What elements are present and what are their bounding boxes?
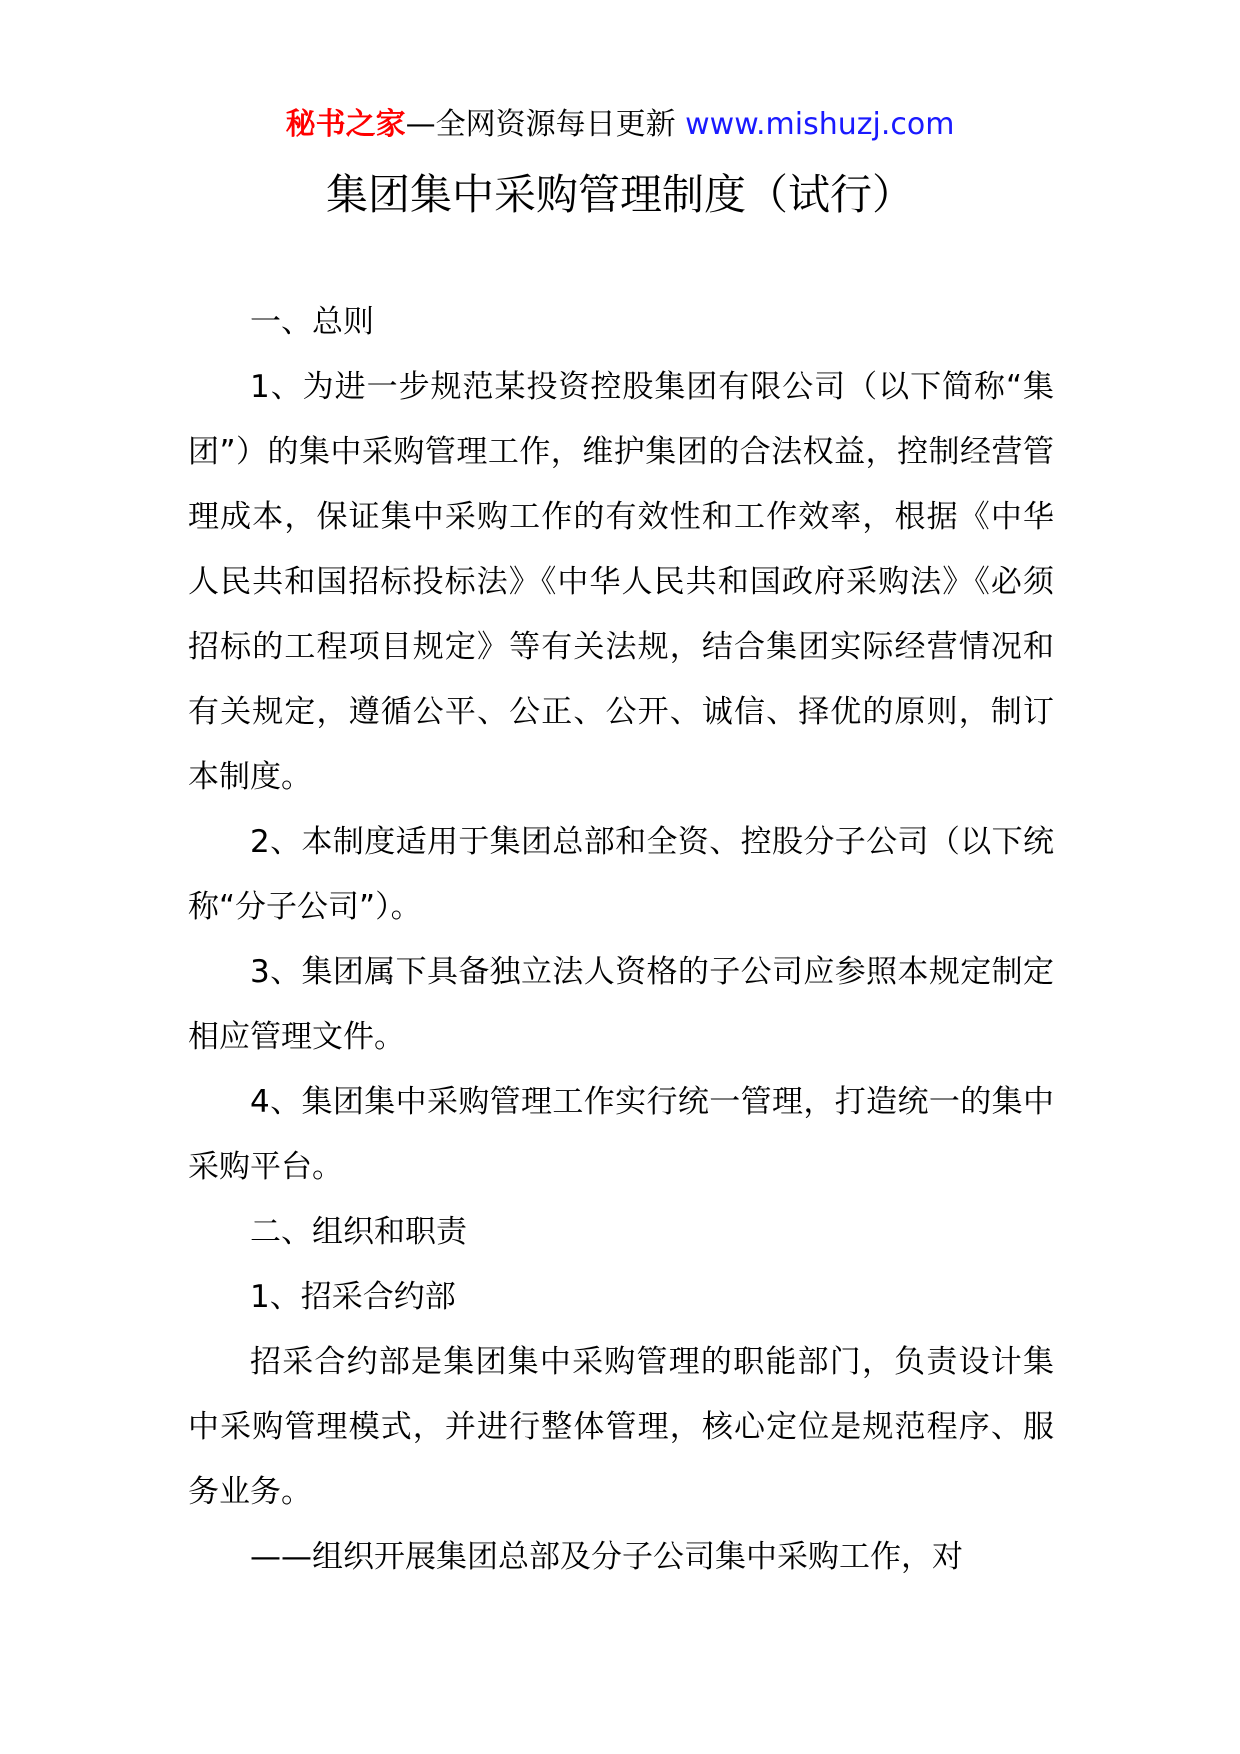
site-url-link[interactable]: www.mishuzj.com xyxy=(685,107,955,142)
section-heading-organization: 二、组织和职责 xyxy=(250,1214,467,1250)
section-heading-general: 一、总则 xyxy=(250,304,374,340)
subsection-heading: 1、招采合约部 xyxy=(250,1279,456,1315)
site-header xyxy=(0,100,1240,150)
paragraph: 招采合约部是集团集中采购管理的职能部门，负责设计集中采购管理模式，并进行整体管理，核心定位是规范程序、服务业务。 xyxy=(188,1344,1054,1510)
site-brand: 秘书之家 xyxy=(285,107,406,142)
site-tagline: —全网资源每日更新 xyxy=(405,107,686,142)
document-body xyxy=(188,290,1054,1590)
paragraph: 2、本制度适用于集团总部和全资、控股分子公司（以下统称“分子公司”）。 xyxy=(188,824,1054,925)
document-title: 集团集中采购管理制度（试行） xyxy=(325,170,914,219)
paragraph: 4、集团集中采购管理工作实行统一管理，打造统一的集中采购平台。 xyxy=(188,1084,1054,1185)
paragraph: 1、为进一步规范某投资控股集团有限公司（以下简称“集团”）的集中采购管理工作，维护集团的合法权益，控制经营管理成本，保证集中采购工作的有效性和工作效率，根据《中华人民共和国招标投标法》《中华人民共和国政府采购法》《必须招标的工程项目规定》等有关法规，结合集团实际经营情况和有关规定，遵循公平、公正、公开、诚信、择优的原则，制订本制度。 xyxy=(188,369,1054,795)
paragraph: ——组织开展集团总部及分子公司集中采购工作，对 xyxy=(250,1539,963,1575)
paragraph: 3、集团属下具备独立法人资格的子公司应参照本规定制定相应管理文件。 xyxy=(188,954,1054,1055)
